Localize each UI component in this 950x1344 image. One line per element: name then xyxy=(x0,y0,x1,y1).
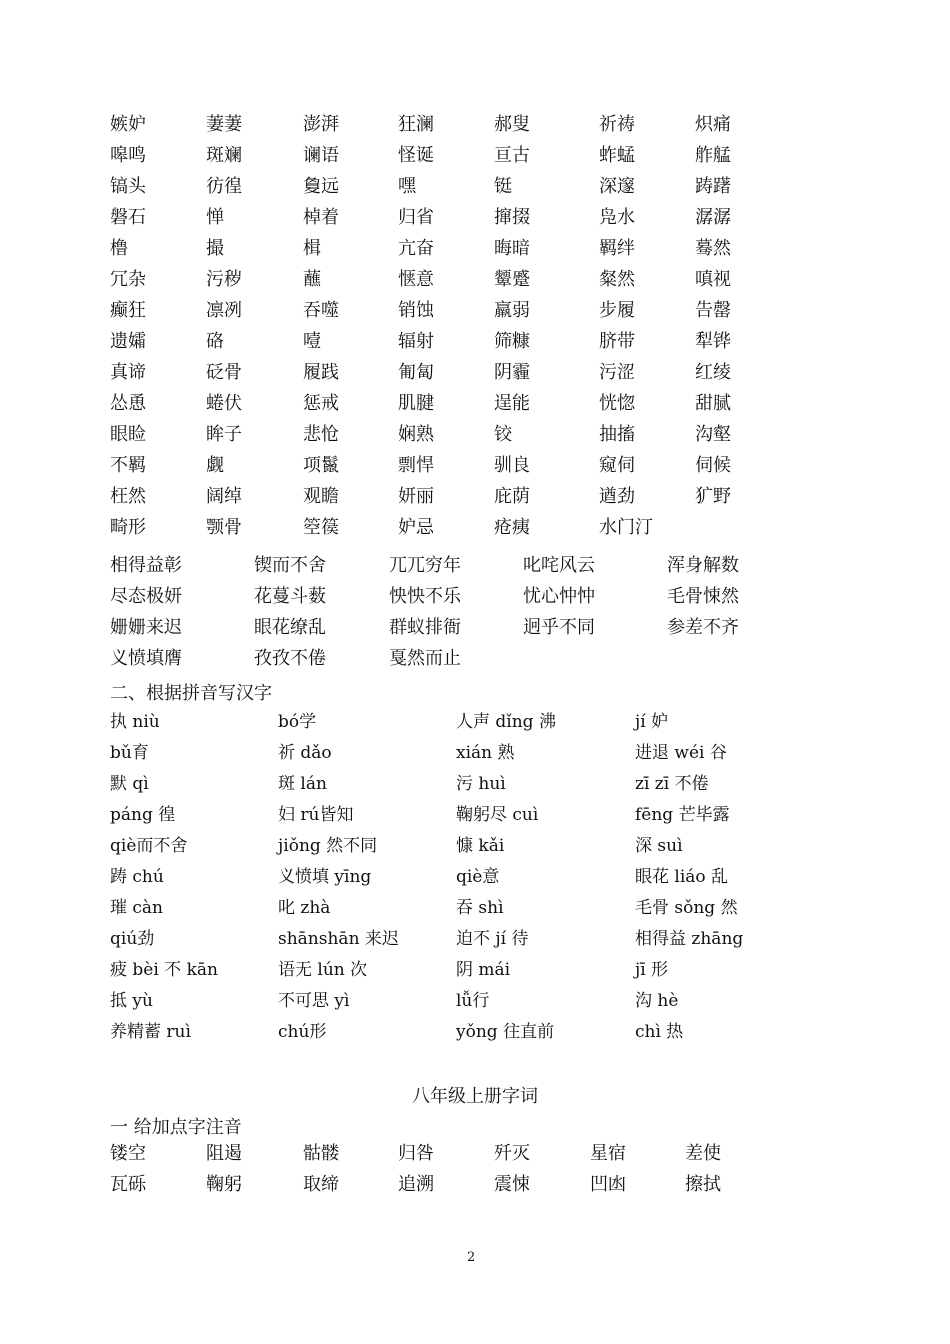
vocab-word: 观瞻 xyxy=(303,486,339,507)
pinyin-item: 踌 chú xyxy=(110,867,164,887)
pinyin-item: 人声 dǐng 沸 xyxy=(456,712,556,732)
vocab-word: 晦暗 xyxy=(494,238,530,259)
pinyin-exercise-grid xyxy=(110,707,910,1048)
vocab-word: 眸子 xyxy=(206,424,242,445)
pinyin-item: qiú劲 xyxy=(110,929,155,949)
word-row xyxy=(110,172,910,203)
vocab-word: 枉然 xyxy=(110,486,146,507)
vocab-word: 嘿 xyxy=(398,176,416,197)
idiom: 叱咤风云 xyxy=(523,555,595,576)
grade8-subheading: 一 给加点字注音 xyxy=(110,1117,242,1138)
vocab-word: 眼睑 xyxy=(110,424,146,445)
idiom-row xyxy=(110,613,890,644)
word-row xyxy=(110,451,910,482)
pinyin-row xyxy=(110,1017,910,1048)
vocab-word: 羸弱 xyxy=(494,300,530,321)
vocab-word: 嗔视 xyxy=(695,269,731,290)
pinyin-item: 吞 shì xyxy=(456,898,504,918)
vocab-word: 踌躇 xyxy=(695,176,731,197)
vocab-word: 嫉妒 xyxy=(110,114,146,135)
pinyin-item: yǒng 往直前 xyxy=(456,1022,555,1042)
vocab-word: 敻远 xyxy=(303,176,339,197)
grade8-word-row xyxy=(110,1139,910,1170)
vocab-word: 癫狂 xyxy=(110,300,146,321)
vocab-word: 沟壑 xyxy=(695,424,731,445)
vocab-word: 镐头 xyxy=(110,176,146,197)
vocab-word: 蜷伏 xyxy=(206,393,242,414)
vocab-word: 辐射 xyxy=(398,331,434,352)
vocab-word: 惬意 xyxy=(398,269,434,290)
vocab-word: 逞能 xyxy=(494,393,530,414)
vocab-word: 遒劲 xyxy=(599,486,635,507)
pinyin-row xyxy=(110,800,910,831)
pinyin-item: 执 niù xyxy=(110,712,160,732)
vocab-word: 阔绰 xyxy=(206,486,242,507)
vocab-word: 妍丽 xyxy=(398,486,434,507)
pinyin-row xyxy=(110,955,910,986)
pinyin-item: 祈 dǎo xyxy=(278,743,332,763)
vocab-word: 凫水 xyxy=(599,207,635,228)
vocab-word: 骷髅 xyxy=(303,1143,339,1164)
vocab-word: 销蚀 xyxy=(398,300,434,321)
vocab-word: 妒忌 xyxy=(398,517,434,538)
idiom: 锲而不舍 xyxy=(254,555,326,576)
section-heading-pinyin: 二、根据拼音写汉字 xyxy=(110,683,272,704)
vocab-word: 砭骨 xyxy=(206,362,242,383)
pinyin-row xyxy=(110,986,910,1017)
vocab-word: 撮 xyxy=(206,238,224,259)
pinyin-row xyxy=(110,769,910,800)
word-row xyxy=(110,141,910,172)
vocab-word: 阴霾 xyxy=(494,362,530,383)
pinyin-item: chú形 xyxy=(278,1022,327,1042)
vocab-word: 抽搐 xyxy=(599,424,635,445)
pinyin-item: 斑 lán xyxy=(278,774,327,794)
vocab-word: 真谛 xyxy=(110,362,146,383)
vocab-word: 深邃 xyxy=(599,176,635,197)
word-row xyxy=(110,420,910,451)
idiom: 迥乎不同 xyxy=(523,617,595,638)
pinyin-item: 毛骨 sǒng 然 xyxy=(635,898,738,918)
vocab-word: 颦蹙 xyxy=(494,269,530,290)
vocab-word: 脐带 xyxy=(599,331,635,352)
pinyin-item: xián 熟 xyxy=(456,743,515,763)
word-row xyxy=(110,358,910,389)
vocab-word: 犁铧 xyxy=(695,331,731,352)
pinyin-item: 沟 hè xyxy=(635,991,679,1011)
pinyin-item: shānshān 来迟 xyxy=(278,929,399,949)
pinyin-item: 相得益 zhāng xyxy=(635,929,744,949)
vocab-word: 谰语 xyxy=(303,145,339,166)
pinyin-item: jí 妒 xyxy=(635,712,669,732)
vocab-word: 取缔 xyxy=(303,1174,339,1195)
page-number: 2 xyxy=(467,1250,476,1265)
vocab-word: 亘古 xyxy=(494,145,530,166)
vocab-word: 驯良 xyxy=(494,455,530,476)
vocab-word: 差使 xyxy=(685,1143,721,1164)
vocab-word: 不羁 xyxy=(110,455,146,476)
vocab-word: 觑 xyxy=(206,455,224,476)
vocab-word: 惮 xyxy=(206,207,224,228)
vocab-word: 遗孀 xyxy=(110,331,146,352)
vocab-word: 筛糠 xyxy=(494,331,530,352)
vocab-word: 剽悍 xyxy=(398,455,434,476)
vocab-word: 亢奋 xyxy=(398,238,434,259)
pinyin-item: 进退 wéi 谷 xyxy=(635,743,727,763)
vocab-word: 彷徨 xyxy=(206,176,242,197)
grade8-title: 八年级上册字词 xyxy=(412,1086,538,1107)
vocab-word: 祈祷 xyxy=(599,114,635,135)
vocab-word: 撺掇 xyxy=(494,207,530,228)
idiom: 相得益彰 xyxy=(110,555,182,576)
vocab-word: 蓦然 xyxy=(695,238,731,259)
word-row xyxy=(110,482,910,513)
pinyin-item: 眼花 liáo 乱 xyxy=(635,867,729,887)
idiom: 毛骨悚然 xyxy=(667,586,739,607)
pinyin-item: 慷 kǎi xyxy=(456,836,505,856)
pinyin-item: fēng 芒毕露 xyxy=(635,805,730,825)
vocab-word: 鞠躬 xyxy=(206,1174,242,1195)
pinyin-item: 叱 zhà xyxy=(278,898,331,918)
pinyin-row xyxy=(110,893,910,924)
word-row xyxy=(110,203,910,234)
pinyin-item: 妇 rú皆知 xyxy=(278,805,354,825)
vocab-word: 娴熟 xyxy=(398,424,434,445)
idiom: 怏怏不乐 xyxy=(389,586,461,607)
vocab-word: 肌腱 xyxy=(398,393,434,414)
idiom: 浑身解数 xyxy=(667,555,739,576)
vocab-word: 擦拭 xyxy=(685,1174,721,1195)
pinyin-item: 不可思 yì xyxy=(278,991,350,1011)
idiom: 义愤填膺 xyxy=(110,648,182,669)
vocab-word: 伺候 xyxy=(695,455,731,476)
pinyin-item: 抵 yù xyxy=(110,991,153,1011)
vocab-word: 追溯 xyxy=(398,1174,434,1195)
vocab-word: 吞噬 xyxy=(303,300,339,321)
vocab-word: 疮痍 xyxy=(494,517,530,538)
pinyin-item: 阴 mái xyxy=(456,960,511,980)
vocab-word: 惩戒 xyxy=(303,393,339,414)
vocab-word: 步履 xyxy=(599,300,635,321)
vocab-word: 舴艋 xyxy=(695,145,731,166)
vocab-word: 颚骨 xyxy=(206,517,242,538)
vocab-word: 歼灭 xyxy=(494,1143,530,1164)
vocab-word: 怪诞 xyxy=(398,145,434,166)
pinyin-item: 污 huì xyxy=(456,774,506,794)
pinyin-item: 璀 càn xyxy=(110,898,164,918)
word-row xyxy=(110,110,910,141)
pinyin-item: 语无 lún 次 xyxy=(278,960,368,980)
vocab-word: 畸形 xyxy=(110,517,146,538)
vocab-word: 噎 xyxy=(303,331,321,352)
pinyin-item: qiè而不舍 xyxy=(110,836,188,856)
pinyin-row xyxy=(110,862,910,893)
vocab-word: 箜篌 xyxy=(303,517,339,538)
vocab-word: 红绫 xyxy=(695,362,731,383)
vocab-word: 庇荫 xyxy=(494,486,530,507)
idiom: 忧心忡忡 xyxy=(523,586,595,607)
vocab-word: 镂空 xyxy=(110,1143,146,1164)
idiom-row xyxy=(110,551,890,582)
vocab-word: 棹着 xyxy=(303,207,339,228)
vocab-word: 匍匐 xyxy=(398,362,434,383)
word-row xyxy=(110,327,910,358)
pinyin-item: 养精蓄 ruì xyxy=(110,1022,191,1042)
word-row xyxy=(110,296,910,327)
vocab-word: 凛冽 xyxy=(206,300,242,321)
pinyin-item: jī 形 xyxy=(635,960,669,980)
vocab-word: 蚱蜢 xyxy=(599,145,635,166)
vocab-word: 楫 xyxy=(303,238,321,259)
vocab-word: 硌 xyxy=(206,331,224,352)
pinyin-item: 疲 bèi 不 kān xyxy=(110,960,218,980)
vocab-word: 橹 xyxy=(110,238,128,259)
vocab-word: 凹凼 xyxy=(590,1174,626,1195)
vocab-word: 履践 xyxy=(303,362,339,383)
word-row xyxy=(110,389,910,420)
vocab-word: 萋萋 xyxy=(206,114,242,135)
pinyin-row xyxy=(110,831,910,862)
vocab-word: 窥伺 xyxy=(599,455,635,476)
pinyin-item: qiè意 xyxy=(456,867,500,887)
idiom: 参差不齐 xyxy=(667,617,739,638)
idiom: 尽态极妍 xyxy=(110,586,182,607)
vocab-word: 磐石 xyxy=(110,207,146,228)
pinyin-item: 鞠躬尽 cuì xyxy=(456,805,539,825)
vocab-word: 告罄 xyxy=(695,300,731,321)
pinyin-item: zī zī 不倦 xyxy=(635,774,709,794)
idiom-row xyxy=(110,644,890,675)
idiom: 戛然而止 xyxy=(389,648,461,669)
vocab-word: 瓦砾 xyxy=(110,1174,146,1195)
idiom: 群蚁排衙 xyxy=(389,617,461,638)
pinyin-item: bǔ育 xyxy=(110,743,149,763)
idiom: 孜孜不倦 xyxy=(254,648,326,669)
pinyin-item: 义愤填 yīng xyxy=(278,867,372,887)
grade8-word-row xyxy=(110,1170,910,1201)
pinyin-item: 深 suì xyxy=(635,836,683,856)
vocab-word: 冗杂 xyxy=(110,269,146,290)
vocab-word: 悲怆 xyxy=(303,424,339,445)
pinyin-row xyxy=(110,707,910,738)
grade8-word-grid xyxy=(110,1139,910,1201)
vocab-word: 羁绊 xyxy=(599,238,635,259)
vocab-word: 嗥鸣 xyxy=(110,145,146,166)
vocab-word: 水门汀 xyxy=(599,517,653,538)
pinyin-item: páng 徨 xyxy=(110,805,176,825)
vocab-word: 铰 xyxy=(494,424,512,445)
pinyin-row xyxy=(110,738,910,769)
idiom-row xyxy=(110,582,890,613)
word-row xyxy=(110,234,910,265)
vocab-word: 潺潺 xyxy=(695,207,731,228)
pinyin-item: bó学 xyxy=(278,712,317,732)
word-row xyxy=(110,513,910,544)
vocab-word: 斑斓 xyxy=(206,145,242,166)
vocab-word: 怂恿 xyxy=(110,393,146,414)
vocab-word: 恍惚 xyxy=(599,393,635,414)
vocab-word: 污秽 xyxy=(206,269,242,290)
pinyin-item: 默 qì xyxy=(110,774,149,794)
vocab-word: 阻遏 xyxy=(206,1143,242,1164)
vocab-word: 铤 xyxy=(494,176,512,197)
vocab-word: 归省 xyxy=(398,207,434,228)
idiom: 花蔓斗薮 xyxy=(254,586,326,607)
vocab-word: 归咎 xyxy=(398,1143,434,1164)
idiom: 兀兀穷年 xyxy=(389,555,461,576)
idiom-list xyxy=(110,551,890,675)
pinyin-item: 迫不 jí 待 xyxy=(456,929,529,949)
vocab-word: 污涩 xyxy=(599,362,635,383)
pinyin-item: chì 热 xyxy=(635,1022,684,1042)
vocab-word: 甜腻 xyxy=(695,393,731,414)
vocab-word: 郝叟 xyxy=(494,114,530,135)
vocab-word: 蘸 xyxy=(303,269,321,290)
pinyin-item: lǚ行 xyxy=(456,991,490,1011)
vocab-word: 狂澜 xyxy=(398,114,434,135)
idiom: 眼花缭乱 xyxy=(254,617,326,638)
word-row xyxy=(110,265,910,296)
vocab-word: 犷野 xyxy=(695,486,731,507)
pinyin-row xyxy=(110,924,910,955)
pinyin-item: jiǒng 然不同 xyxy=(278,836,378,856)
vocab-word: 炽痛 xyxy=(695,114,731,135)
vocab-word: 粲然 xyxy=(599,269,635,290)
idiom: 姗姗来迟 xyxy=(110,617,182,638)
vocab-word: 星宿 xyxy=(590,1143,626,1164)
vocab-word: 澎湃 xyxy=(303,114,339,135)
vocab-word: 震悚 xyxy=(494,1174,530,1195)
vocab-word: 项鬣 xyxy=(303,455,339,476)
